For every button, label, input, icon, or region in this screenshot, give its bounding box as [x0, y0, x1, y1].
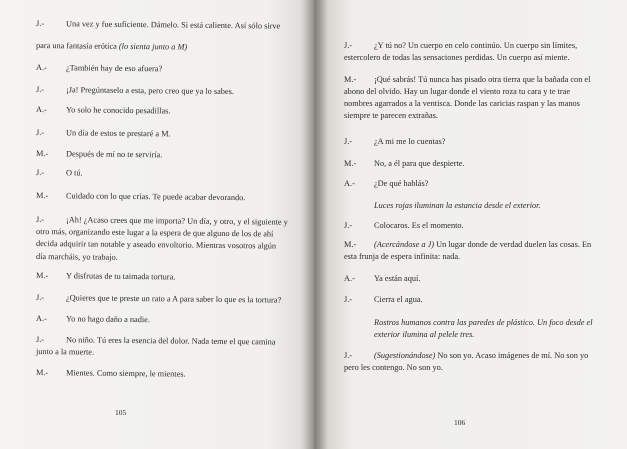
stage-direction: (Sugestionándose) [374, 351, 436, 360]
dialogue-line [374, 329, 474, 340]
stage-direction: exterior ilumina al pelele tres. [374, 330, 475, 339]
speaker-label: J.- [35, 128, 45, 138]
dialogue-line [36, 84, 234, 97]
page-number-left: 105 [115, 408, 127, 417]
dialogue-line [344, 98, 580, 109]
dialogue-line [36, 62, 162, 74]
line-text: ¿Quieres que te preste un rato a A para saber lo que es la tortura? [65, 293, 282, 305]
dialogue-line [36, 270, 175, 282]
line-text: día marcháis, yo trabajo. [35, 252, 118, 262]
dialogue-line [374, 200, 541, 211]
speaker-label: M.- [35, 149, 49, 159]
line-text: abono del olvido. Hay un lugar donde el viento roza tu cara y te trae [344, 87, 571, 96]
speaker-label: M.- [344, 240, 357, 249]
line-text: decida adquirir tan notable y aseado envoltorio. Mientras vosotros algún [35, 239, 277, 251]
line-text: No niño. Tú eres la esencia del dolor. Nada teme el que camina [65, 335, 276, 347]
line-text: para una fantasía erótica [35, 41, 117, 51]
dialogue-line [36, 292, 281, 306]
dialogue-line [344, 362, 443, 373]
speaker-label: M.- [35, 368, 49, 378]
dialogue-line [344, 52, 570, 63]
dialogue-line [344, 178, 428, 189]
speaker-label: A.- [35, 105, 47, 115]
dialogue-line [36, 148, 162, 160]
line-text: Y disfrutas de tu taimada tortura. [65, 271, 176, 282]
line-text: No, a él para que despierte. [374, 159, 465, 168]
speaker-label: A.- [35, 314, 47, 324]
dialogue-line [344, 158, 465, 169]
line-text: Un lugar donde de verdad duelen las cosas. En [434, 240, 592, 249]
page-number-right: 106 [454, 418, 466, 427]
speaker-label: J.- [35, 293, 45, 303]
dialogue-line [344, 294, 423, 305]
dialogue-line [36, 251, 118, 263]
speaker-label: J.- [35, 85, 45, 95]
line-text: ¿También hay de eso afuera? [65, 63, 163, 74]
speaker-label: J.- [35, 215, 45, 225]
line-text: esta frunja de espera infinita: nada. [344, 252, 461, 261]
line-text: nombres agarrados a la ventisca. Donde las caricias raspan y las manos [344, 99, 580, 108]
line-text: Cierra el agua. [374, 295, 423, 304]
speaker-label: J.- [35, 19, 45, 29]
line-text: Una vez y fue suficiente. Dámelo. Si está caliente. Así sólo sirve [65, 19, 281, 31]
book-gutter-shadow [300, 0, 328, 449]
speaker-label: M.- [35, 271, 49, 281]
line-text: Cuidado con lo que crías. Te puede acabar devorando. [65, 191, 246, 203]
line-text: ¿A mi me lo cuentas? [374, 137, 446, 146]
dialogue-line [36, 346, 94, 358]
line-text: Después de mí no te serviría. [65, 149, 163, 160]
speaker-label: J.- [344, 295, 353, 304]
line-text: Un día de estos te prestaré a M. [65, 128, 171, 139]
speaker-label: J.- [344, 351, 353, 360]
line-text: ¿De qué hablás? [374, 179, 429, 188]
dialogue-line [36, 313, 150, 325]
line-text: ¡Ja! Pregúntaselo a esta, pero creo que ya lo sabes. [65, 85, 234, 97]
right-page [314, 0, 627, 449]
dialogue-line [344, 86, 570, 97]
dialogue-line [36, 18, 280, 32]
dialogue-line [344, 136, 445, 147]
speaker-label: M.- [344, 159, 357, 168]
speaker-label: J.- [344, 41, 353, 50]
line-text: O tú. [65, 168, 83, 178]
line-text: siempre te parecen extrañas. [344, 111, 438, 120]
line-text: Colocaros. Es el momento. [374, 221, 464, 230]
line-text: Yo solo he conocido pesadillas. [65, 105, 171, 116]
dialogue-line [36, 40, 187, 53]
line-text: pero les contengo. No son yo. [344, 363, 443, 372]
dialogue-line [344, 239, 591, 250]
line-text: estercolero de todas las sensaciones perdidas. Un cuerpo así miente. [344, 53, 570, 62]
dialogue-line [36, 238, 276, 252]
dialogue-line [344, 350, 588, 361]
speaker-label: J.- [35, 168, 45, 178]
line-text: No son yo. Acaso imágenes de mí. No son yo [435, 351, 589, 360]
stage-direction: Rostros humanos contra las paredes de plástico. Un foco desde el [374, 318, 593, 327]
dialogue-line [36, 167, 83, 178]
speaker-label: M.- [35, 191, 49, 201]
dialogue-line [374, 317, 593, 328]
speaker-label: J.- [35, 335, 45, 345]
line-text: Yo no hago daño a nadie. [65, 314, 151, 325]
dialogue-line [344, 251, 460, 262]
dialogue-line [36, 104, 171, 116]
line-text: junto a la muerte. [35, 347, 95, 357]
dialogue-line [36, 367, 186, 380]
dialogue-line [344, 273, 420, 284]
dialogue-line [344, 110, 438, 121]
stage-direction: (lo sienta junto a M) [118, 41, 188, 52]
dialogue-line [36, 127, 171, 139]
line-text: ¡Ah! ¿Acaso crees que me importa? Un día, y otro, y el siguiente y [65, 215, 288, 227]
line-text: ¡Qué sabrás! Tú nunca has pisado otra tierra que la bañada con el [374, 75, 591, 84]
speaker-label: A.- [35, 63, 47, 73]
stage-direction: (Acercándose a J) [374, 240, 435, 249]
line-text: Mientes. Como siempre, le mientes. [65, 368, 186, 379]
line-text: ¿Y tú no? Un cuerpo en celo continúo. Un cuerpo sin límites, [374, 41, 578, 50]
dialogue-line [344, 74, 590, 85]
line-text: Ya están aquí. [374, 274, 421, 283]
speaker-label: J.- [344, 137, 353, 146]
speaker-label: A.- [344, 274, 355, 283]
dialogue-line [344, 40, 577, 51]
stage-direction: Luces rojas iluminan la estancia desde el exterior. [374, 201, 541, 210]
speaker-label: J.- [344, 221, 353, 230]
speaker-label: M.- [344, 75, 357, 84]
speaker-label: A.- [344, 179, 355, 188]
dialogue-line [36, 190, 246, 203]
dialogue-line [344, 220, 464, 231]
line-text: otro más, organizando este lugar a la espera de que alguno de los de ahí [35, 227, 274, 239]
